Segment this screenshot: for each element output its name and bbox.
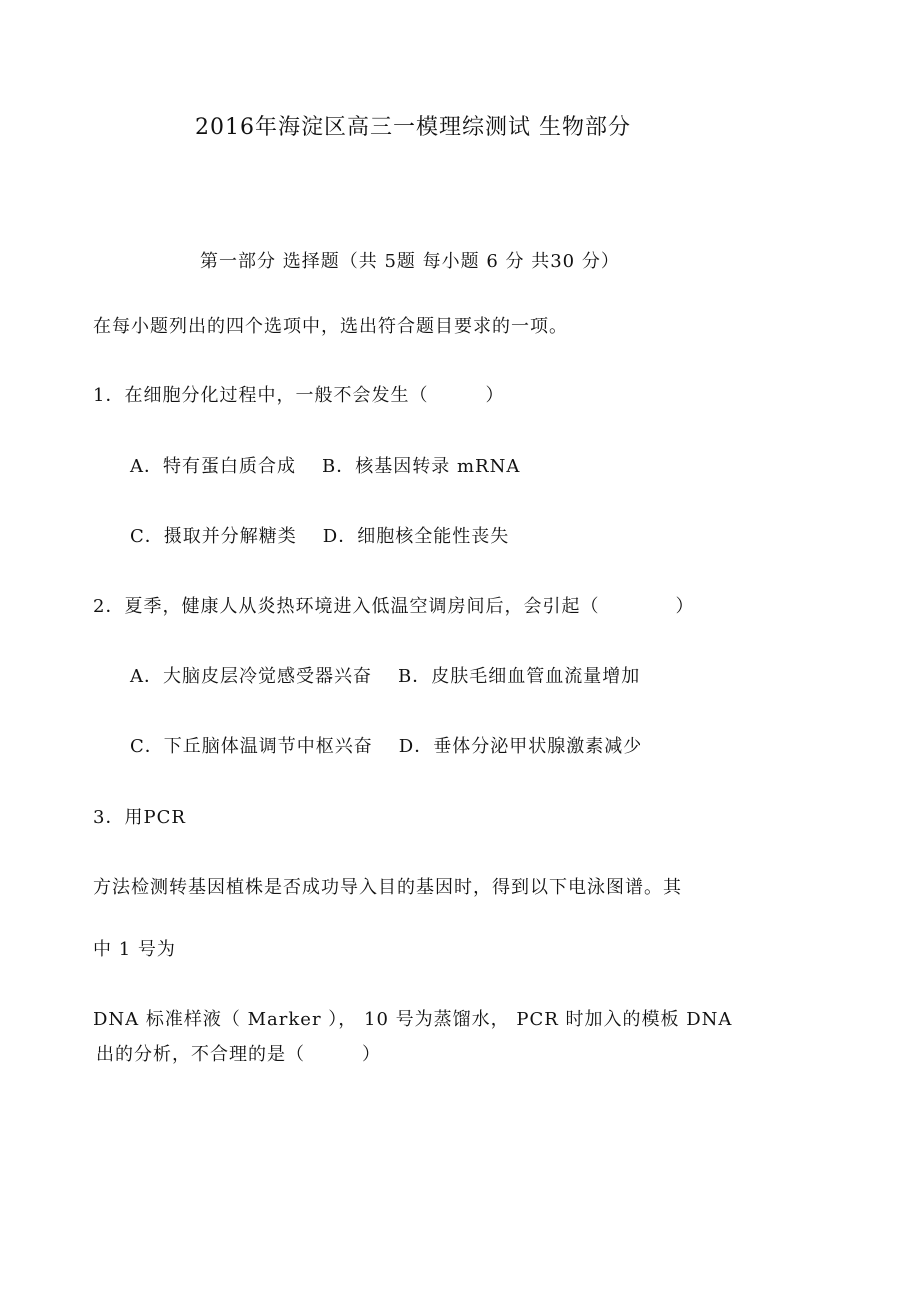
option-b: B．皮肤毛细血管血流量增加: [398, 666, 641, 687]
question-1-stem: 1．在细胞分化过程中，一般不会发生（ ）: [93, 385, 505, 406]
question-3-stem-line-5: 出的分析，不合理的是（ ）: [96, 1044, 381, 1065]
question-2-options-row-1: [130, 662, 640, 688]
question-1-options-row-2: [130, 522, 509, 548]
document-title: 2016年海淀区高三一模理综测试 生物部分: [195, 115, 631, 140]
question-1-options-row-1: [130, 452, 520, 478]
question-3-stem-line-4: DNA 标准样液（ Marker ）， 10 号为蒸馏水， PCR 时加入的模板 DNA: [93, 1009, 733, 1030]
option-a: A．特有蛋白质合成: [130, 456, 296, 477]
question-3-stem-line-3: 中 1 号为: [93, 939, 176, 960]
option-a: A．大脑皮层冷觉感受器兴奋: [130, 666, 372, 687]
question-2-stem: 2．夏季，健康人从炎热环境进入低温空调房间后，会引起（ ）: [93, 596, 695, 617]
option-d: D．细胞核全能性丧失: [322, 526, 510, 547]
section-header: 第一部分 选择题（共 5题 每小题 6 分 共30 分）: [200, 251, 620, 272]
question-3-stem-line-1: 3．用PCR: [93, 807, 186, 828]
option-d: D．垂体分泌甲状腺激素减少: [398, 736, 643, 757]
option-b: B．核基因转录 mRNA: [322, 456, 521, 477]
instructions: 在每小题列出的四个选项中，选出符合题目要求的一项。: [93, 316, 568, 337]
question-2-options-row-2: [130, 732, 642, 758]
option-c: C．摄取并分解糖类: [130, 526, 297, 547]
question-3-stem-line-2: 方法检测转基因植株是否成功导入目的基因时，得到以下电泳图谱。其: [93, 877, 682, 898]
option-c: C．下丘脑体温调节中枢兴奋: [130, 736, 373, 757]
